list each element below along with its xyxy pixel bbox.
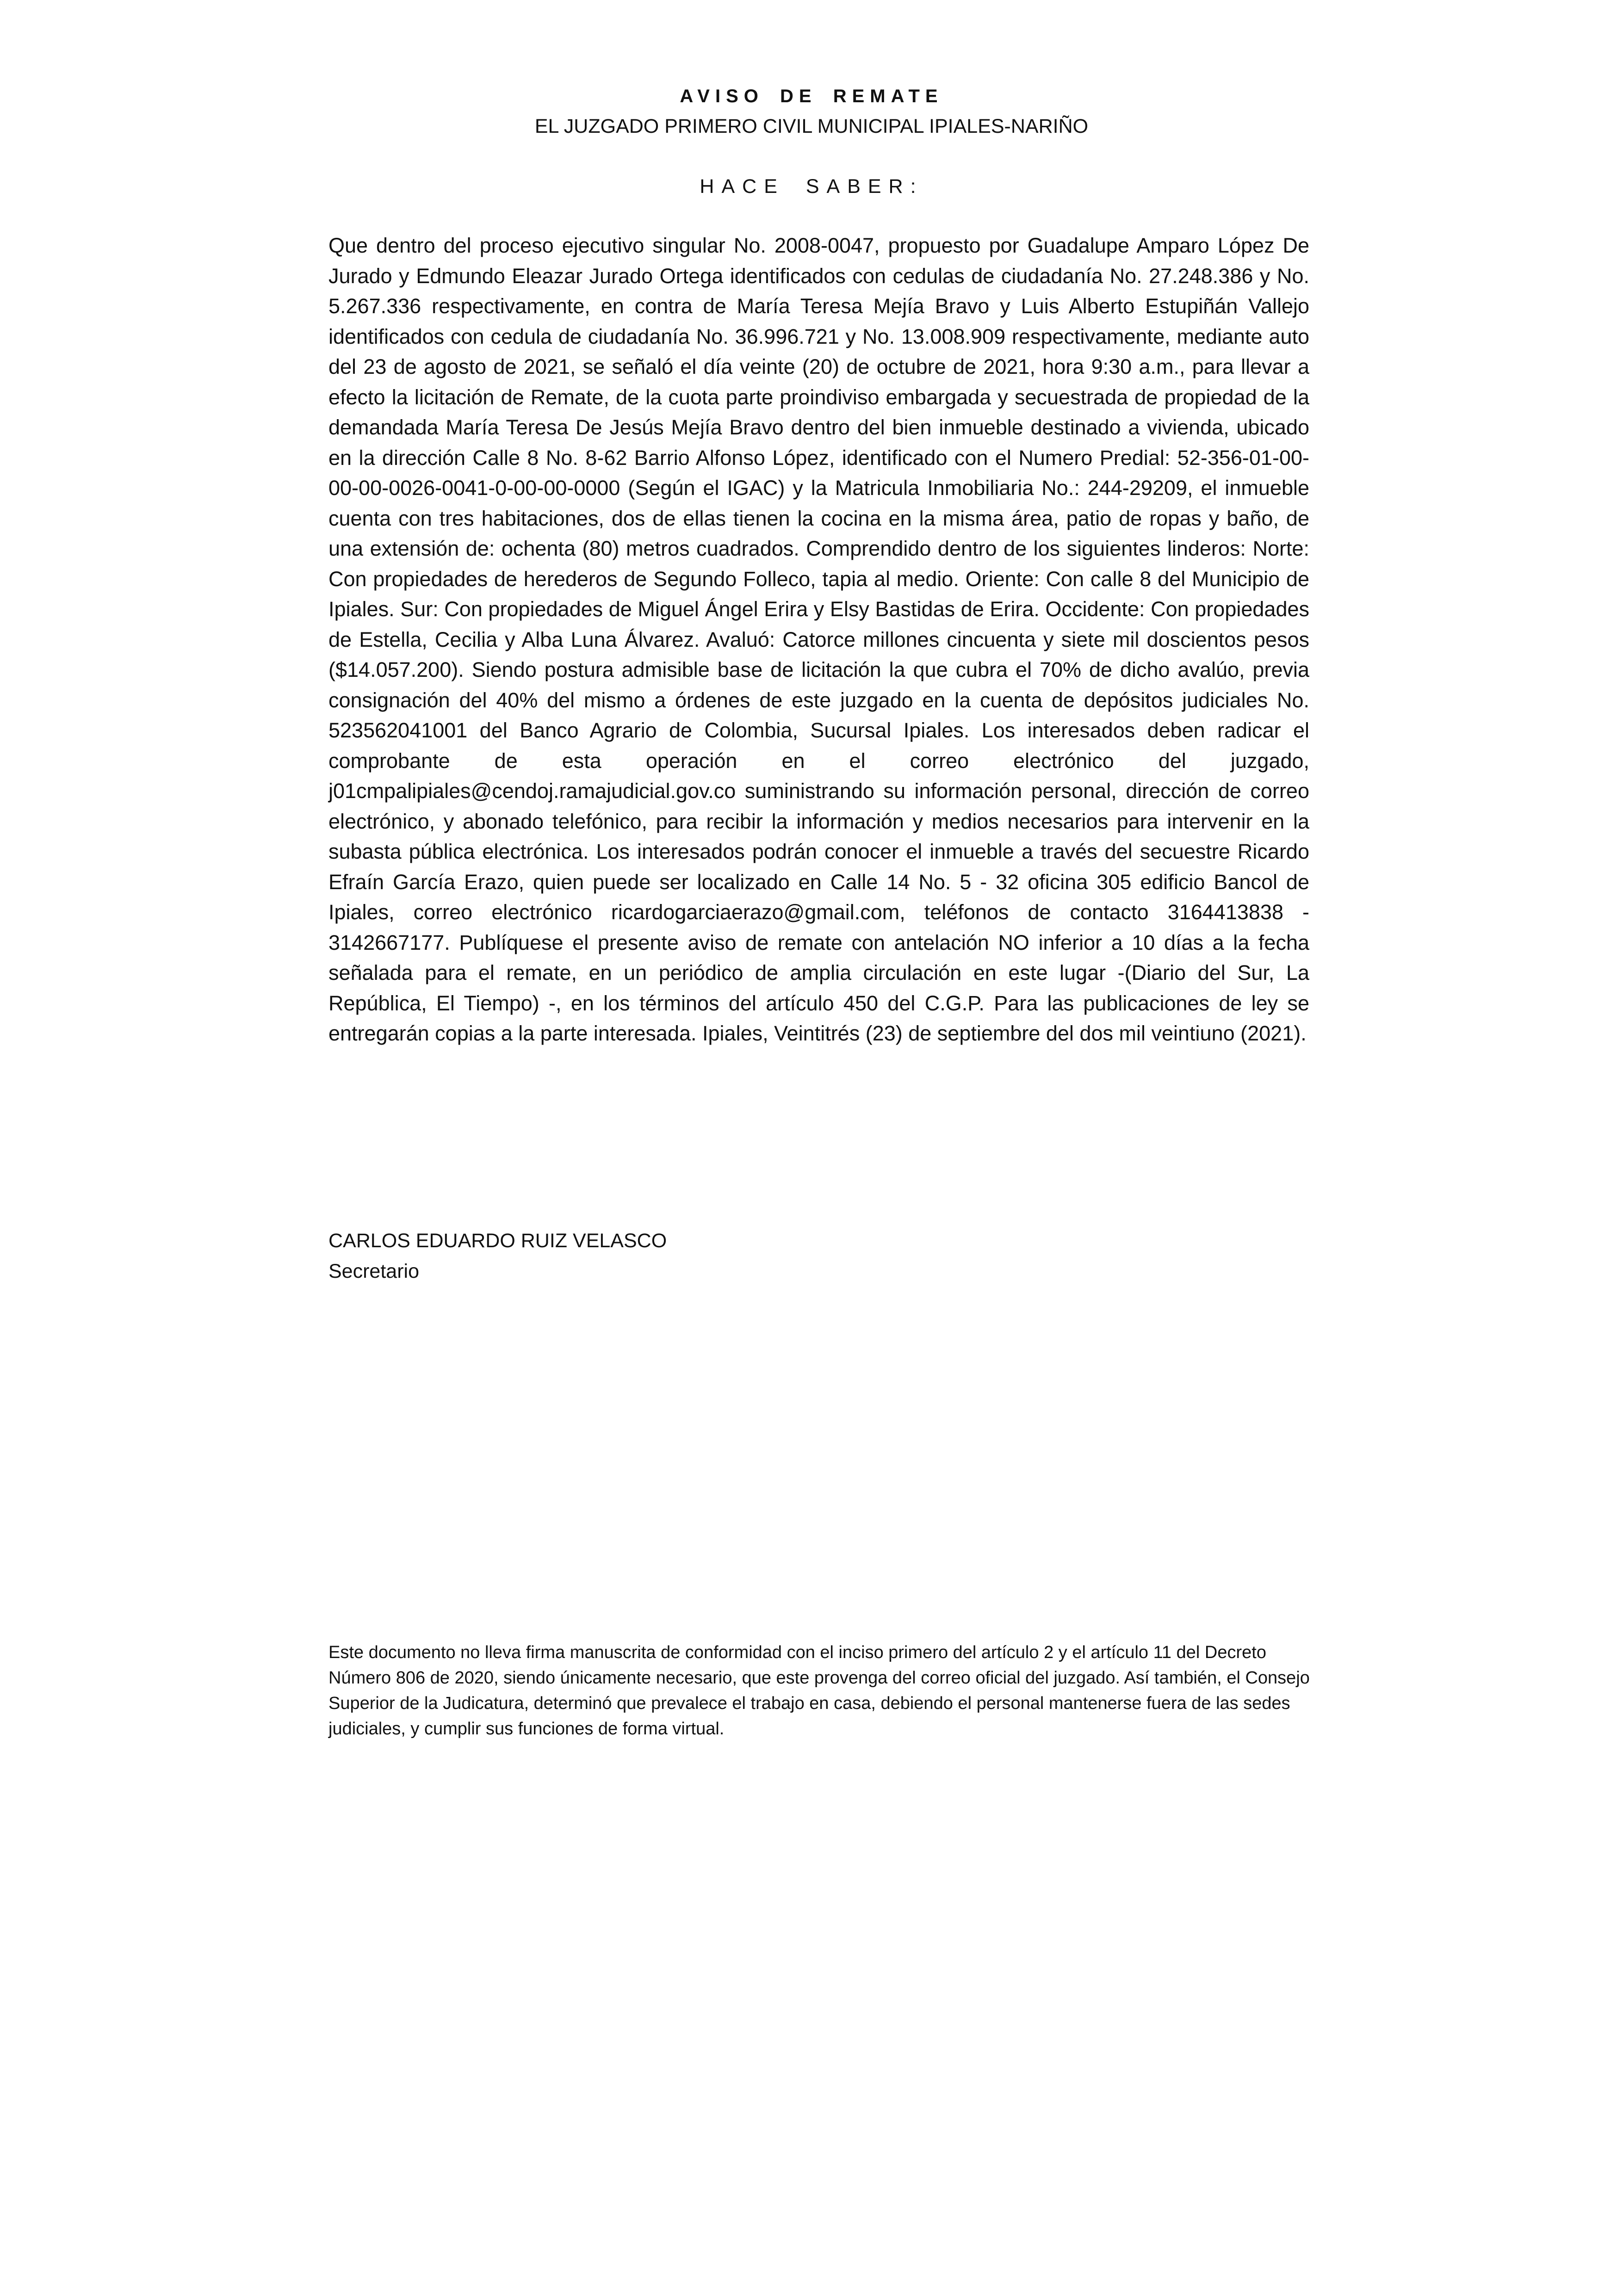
document-title: AVISO DE REMATE xyxy=(680,86,943,106)
signer-name: CARLOS EDUARDO RUIZ VELASCO xyxy=(328,1230,667,1252)
hace-saber-heading: HACE SABER: xyxy=(700,175,923,198)
court-name: EL JUZGADO PRIMERO CIVIL MUNICIPAL IPIALES-NARIÑO xyxy=(534,115,1089,137)
notice-body: Que dentro del proceso ejecutivo singular No. 2008-0047, propuesto por Guadalupe Amparo López De Jurado y Edmundo Eleazar Jurado Ortega identificados con cedulas de ciudadanía No. 27.248.386 y No. 5.267.336 respectivamente, en contra de María Teresa Mejía Bravo y Luis Alberto Estupiñán Vallejo identificados con cedula de ciudadanía No. 36.996.721 y No. 13.008.909 respectivamente, mediante auto del 23 de agosto de 2021, se señaló el día veinte (20) de octubre de 2021, hora 9:30 a.m., para llevar a efecto la licitación de Remate, de la cuota parte proindiviso embargada y secuestrada de propiedad de la demandada María Teresa De Jesús Mejía Bravo dentro del bien inmueble destinado a vivienda, ubicado en la dirección Calle 8 No. 8-62 Barrio Alfonso López, identificado con el Numero Predial: 52-356-01-00-00-00-0026-0041-0-00-00-0000 (Según el IGAC) y la Matricula Inmobiliaria No.: 244-29209, el inmueble cuenta con tres habitaciones, dos de ellas tienen la cocina en la misma área, patio de ropas y baño, de una extensión de: ochenta (80) metros cuadrados. Comprendido dentro de los siguientes linderos: Norte: Con propiedades de herederos de Segundo Folleco, tapia al medio. Oriente: Con calle 8 del Municipio de Ipiales. Sur: Con propiedades de Miguel Ángel Erira y Elsy Bastidas de Erira. Occidente: Con propiedades de Estella, Cecilia y Alba Luna Álvarez. Avaluó: Catorce millones cincuenta y siete mil doscientos pesos ($14.057.200). Siendo postura admisible base de licitación la que cubra el 70% de dicho avalúo, previa consignación del 40% del mismo a órdenes de este juzgado en la cuenta de depósitos judiciales No. 523562041001 del Banco Agrario de Colombia, Sucursal Ipiales. Los interesados deben radicar el comprobante de esta operación en el correo electrónico del juzgado, j01cmpalipiales@cendoj.ramajudicial.gov.co suministrando su información personal, dirección de correo electrónico, y abonado telefónico, para recibir la información y medios necesarios para intervenir en la subasta pública electrónica. Los interesados podrán conocer el inmueble a través del secuestre Ricardo Efraín García Erazo, quien puede ser localizado en Calle 14 No. 5 - 32 oficina 305 edificio Bancol de Ipiales, correo electrónico ricardogarciaerazo@gmail.com, teléfonos de contacto 3164413838 - 3142667177. Publíquese el presente aviso de remate con antelación NO inferior a 10 días a la fecha señalada para el remate, en un periódico de amplia circulación en este lugar -(Diario del Sur, La República, El Tiempo) -, en los términos del artículo 450 del C.G.P. Para las publicaciones de ley se entregarán copias a la parte interesada. Ipiales, Veintitrés (23) de septiembre del dos mil veintiuno (2021). xyxy=(328,234,1309,1045)
signer-role: Secretario xyxy=(328,1260,419,1282)
footer-note: Este documento no lleva firma manuscrita de conformidad con el inciso primero del artículo 2 y el artículo 11 del Decreto Número 806 de 2020, siendo únicamente necesario, que este provenga del correo oficial del juzgado. Así también, el Consejo Superior de la Judicatura, determinó que prevalece el trabajo en casa, debiendo el personal mantenerse fuera de las sedes judiciales, y cumplir sus funciones de forma virtual. xyxy=(328,1643,1310,1739)
